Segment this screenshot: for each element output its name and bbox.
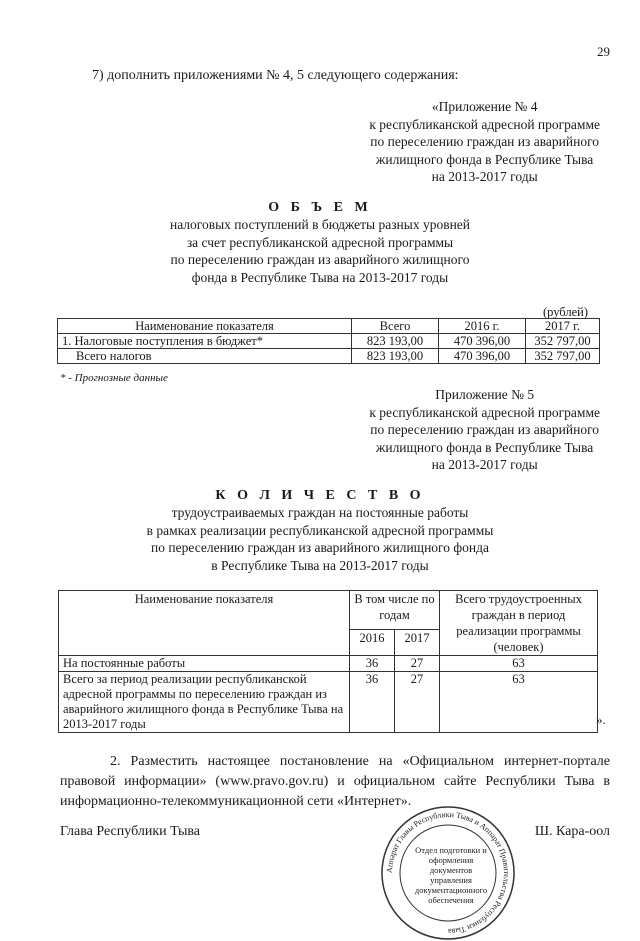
table-header-row [58,319,600,334]
appendix-5-line: на 2013-2017 годы [431,457,538,472]
table-header-row [59,591,598,630]
appendix-5-title: К О Л И Ч Е С Т В О [215,488,425,503]
appendix-4-title: О Б Ъ Е М [268,200,372,215]
appendix-4-line: «Приложение № 4 [431,99,538,114]
table-cell: 352 797,00 [526,349,600,364]
appendix-5-subtitle-line: в Республике Тыва на 2013-2017 годы [211,557,429,573]
appendix-5-caption [369,386,600,474]
appendix-4-caption [369,98,600,186]
table-cell: Всего за период реализации республиканской адресной программы по переселению граждан из аварийного жилищного фонда в Республике Тыва на 2013-2017 годы [59,672,350,733]
appendix-4-subtitle-line: по переселению граждан из аварийного жилищного [170,252,470,267]
table-cell: Всего налогов [58,349,352,364]
appendix-4-heading [0,200,640,286]
table-cell: 27 [395,656,440,672]
stamp-outer-text: Аппарат Главы Республики Тыва и Аппарат Правительства Республики Тыва [384,809,512,937]
table-cell: 352 797,00 [526,334,600,349]
appendix-4-line: по переселению граждан из аварийного [370,134,600,149]
signatory-position: Глава Республики Тыва [60,824,201,839]
closing-quote: ». [596,712,606,727]
table-cell: 470 396,00 [439,349,526,364]
appendix-5-subtitle-line: в рамках реализации республиканской адресной программы [146,522,494,538]
appendix-4-subtitle-line: налоговых поступлений в бюджеты разных уровней [169,217,471,232]
appendix-5-line: Приложение № 5 [435,387,535,402]
table-cell: На постоянные работы [59,656,350,672]
appendix-5-line: по переселению граждан из аварийного [370,422,600,437]
appendix-4-subtitle-line: фонда в Республике Тыва на 2013-2017 годы [191,269,449,285]
table-row [58,349,600,364]
column-header: 2017 [395,630,440,656]
table-cell: 36 [350,656,395,672]
table-row [59,672,598,733]
table-row [59,656,598,672]
appendix-4-line: к республиканской адресной программе [369,116,600,132]
table-cell: 1. Налоговые поступления в бюджет* [58,334,352,349]
page-number: 29 [597,44,610,59]
column-header: Всего [352,319,439,334]
appendix-4-subtitle-line: за счет республиканской адресной программы [186,234,454,250]
appendix-5-heading [0,488,640,574]
forecast-note: * - Прогнозные данные [60,372,168,384]
signatory-name: Ш. Кара-оол [534,824,610,839]
employment-table [58,590,598,733]
table-cell: 823 193,00 [352,349,439,364]
appendix-5-subtitle-line: по переселению граждан из аварийного жилищного фонда [151,540,489,555]
table-cell: 36 [350,672,395,733]
column-header: Наименование показателя [58,319,352,334]
publication-paragraph [60,752,610,812]
appendix-5-line: жилищного фонда в Республике Тыва [376,439,594,455]
column-header: Всего трудоустроенных граждан в период реализации программы (человек) [440,591,598,656]
column-header: 2017 г. [526,319,600,334]
column-header: 2016 [350,630,395,656]
lead-text: 7) дополнить приложениями № 4, 5 следующего содержания: [92,68,459,83]
appendix-4-line: жилищного фонда в Республике Тыва [376,151,594,167]
appendix-5-subtitle-line: трудоустраиваемых граждан на постоянные работы [171,505,469,520]
table-cell: 823 193,00 [352,334,439,349]
tax-revenue-table [57,318,600,364]
publication-paragraph-text: 2. Разместить настоящее постановление на «Официальном интернет-портале правовой информации» (www.pravo.gov.ru) и официальном сайте Республики Тыва в информационно-телекоммуникационной сети «Интернет». [60,754,610,809]
units-label: (рублей) [542,305,588,319]
stamp-inner-text: Отдел подготовки и оформления документов управления документационного обеспечения [414,845,488,905]
appendix-4-line: на 2013-2017 годы [431,169,538,184]
table-cell: 27 [395,672,440,733]
column-header: Наименование показателя [59,591,350,656]
appendix-5-line: к республиканской адресной программе [369,404,600,420]
column-header: 2016 г. [439,319,526,334]
table-cell: 470 396,00 [439,334,526,349]
table-row [58,334,600,349]
column-header: В том числе по годам [350,591,440,630]
table-cell: 63 [440,656,598,672]
table-cell: 63 [440,672,598,733]
